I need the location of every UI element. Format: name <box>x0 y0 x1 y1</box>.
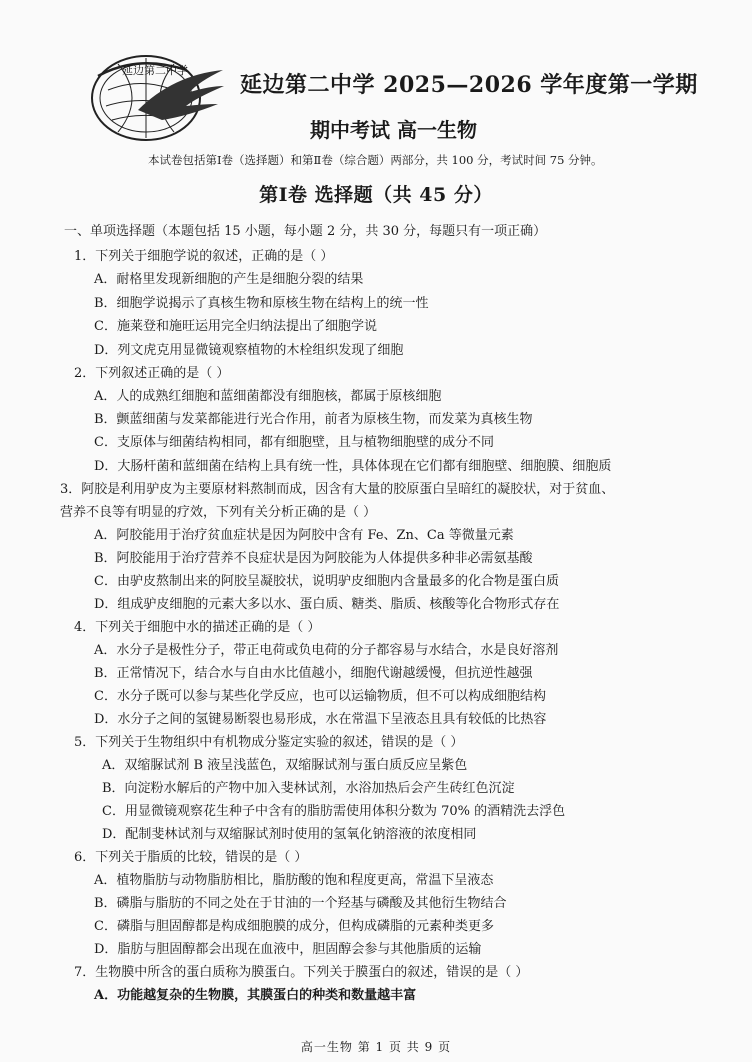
question-4-option-a: A．水分子是极性分子，带正电荷或负电荷的分子都容易与水结合，水是良好溶剂 <box>94 643 559 658</box>
question-2-option-d: D．大肠杆菌和蓝细菌在结构上具有统一性，具体体现在它们都有细胞壁、细胞膜、细胞质 <box>94 459 612 474</box>
school-logo-icon <box>78 50 228 150</box>
section-heading: 一、单项选择题（本题包括 15 小题，每小题 2 分，共 30 分，每题只有一项正确） <box>64 224 547 239</box>
question-7-option-a: A．功能越复杂的生物膜，其膜蛋白的种类和数量越丰富 <box>94 988 417 1003</box>
question-7-stem: 7．生物膜中所含的蛋白质称为膜蛋白。下列关于膜蛋白的叙述，错误的是（ ） <box>74 965 529 980</box>
question-1-option-b: B．细胞学说揭示了真核生物和原核生物在结构上的统一性 <box>94 296 429 311</box>
question-5-option-d: D．配制斐林试剂与双缩脲试剂时使用的氢氧化钠溶液的浓度相同 <box>102 827 477 842</box>
question-4-option-d: D．水分子之间的氢键易断裂也易形成，水在常温下呈液态且具有较低的比热容 <box>94 712 547 727</box>
question-3-stem: 3．阿胶是利用驴皮为主要原材料熬制而成，因含有大量的胶原蛋白呈暗红的凝胶状，对于贫血、 <box>60 482 615 497</box>
page-footer: 高一生物 第 1 页 共 9 页 <box>300 1040 452 1054</box>
question-1-option-d: D．列文虎克用显微镜观察植物的木栓组织发现了细胞 <box>94 343 404 358</box>
question-3-stem-cont: 营养不良等有明显的疗效，下列有关分析正确的是（ ） <box>60 505 377 520</box>
svg-text:延边第二中学: 延边第二中学 <box>122 64 188 77</box>
question-6-option-c: C．磷脂与胆固醇都是构成细胞膜的成分，但构成磷脂的元素种类更多 <box>94 919 494 934</box>
question-4-option-c: C．水分子既可以参与某些化学反应，也可以运输物质，但不可以构成细胞结构 <box>94 689 546 704</box>
question-3-option-a: A．阿胶能用于治疗贫血症状是因为阿胶中含有 Fe、Zn、Ca 等微量元素 <box>94 528 514 543</box>
question-5-option-c: C．用显微镜观察花生种子中含有的脂肪需使用体积分数为 70% 的酒精洗去浮色 <box>102 804 566 819</box>
question-3-option-b: B．阿胶能用于治疗营养不良症状是因为阿胶能为人体提供多种非必需氨基酸 <box>94 551 533 566</box>
question-6-option-a: A．植物脂肪与动物脂肪相比，脂肪酸的饱和程度更高，常温下呈液态 <box>94 873 494 888</box>
question-6-option-d: D．脂肪与胆固醇都会出现在血液中，胆固醇会参与其他脂质的运输 <box>94 942 482 957</box>
exam-title: 期中考试 高一生物 <box>310 118 477 142</box>
question-1-option-a: A．耐格里发现新细胞的产生是细胞分裂的结果 <box>94 272 364 287</box>
question-3-option-c: C．由驴皮熬制出来的阿胶呈凝胶状，说明驴皮细胞内含量最多的化合物是蛋白质 <box>94 574 559 589</box>
question-6-stem: 6．下列关于脂质的比较，错误的是（ ） <box>74 850 308 865</box>
question-2-option-b: B．颤蓝细菌与发菜都能进行光合作用，前者为原核生物，而发菜为真核生物 <box>94 412 533 427</box>
part-title: 第Ⅰ卷 选择题（共 45 分） <box>259 184 493 206</box>
question-3-option-d: D．组成驴皮细胞的元素大多以水、蛋白质、糖类、脂质、核酸等化合物形式存在 <box>94 597 560 612</box>
question-2-option-c: C．支原体与细菌结构相同，都有细胞壁，且与植物细胞壁的成分不同 <box>94 435 494 450</box>
question-2-option-a: A．人的成熟红细胞和蓝细菌都没有细胞核，都属于原核细胞 <box>94 389 442 404</box>
school-title: 延边第二中学 2025—2026 学年度第一学期 <box>240 72 698 98</box>
question-1-option-c: C．施莱登和施旺运用完全归纳法提出了细胞学说 <box>94 319 377 334</box>
question-4-option-b: B．正常情况下，结合水与自由水比值越小，细胞代谢越缓慢，但抗逆性越强 <box>94 666 533 681</box>
question-2-stem: 2．下列叙述正确的是（ ） <box>74 366 230 381</box>
question-4-stem: 4．下列关于细胞中水的描述正确的是（ ） <box>74 620 321 635</box>
question-6-option-b: B．磷脂与脂肪的不同之处在于甘油的一个羟基与磷酸及其他衍生物结合 <box>94 896 507 911</box>
question-5-stem: 5．下列关于生物组织中有机物成分鉴定实验的叙述，错误的是（ ） <box>74 735 464 750</box>
exam-instructions: 本试卷包括第Ⅰ卷（选择题）和第Ⅱ卷（综合题）两部分，共 100 分，考试时间 75 分钟。 <box>148 153 603 167</box>
question-5-option-a: A．双缩脲试剂 B 液呈浅蓝色，双缩脲试剂与蛋白质反应呈紫色 <box>102 758 468 773</box>
question-1-stem: 1．下列关于细胞学说的叙述，正确的是（ ） <box>74 249 334 264</box>
question-5-option-b: B．向淀粉水解后的产物中加入斐林试剂，水浴加热后会产生砖红色沉淀 <box>102 781 515 796</box>
